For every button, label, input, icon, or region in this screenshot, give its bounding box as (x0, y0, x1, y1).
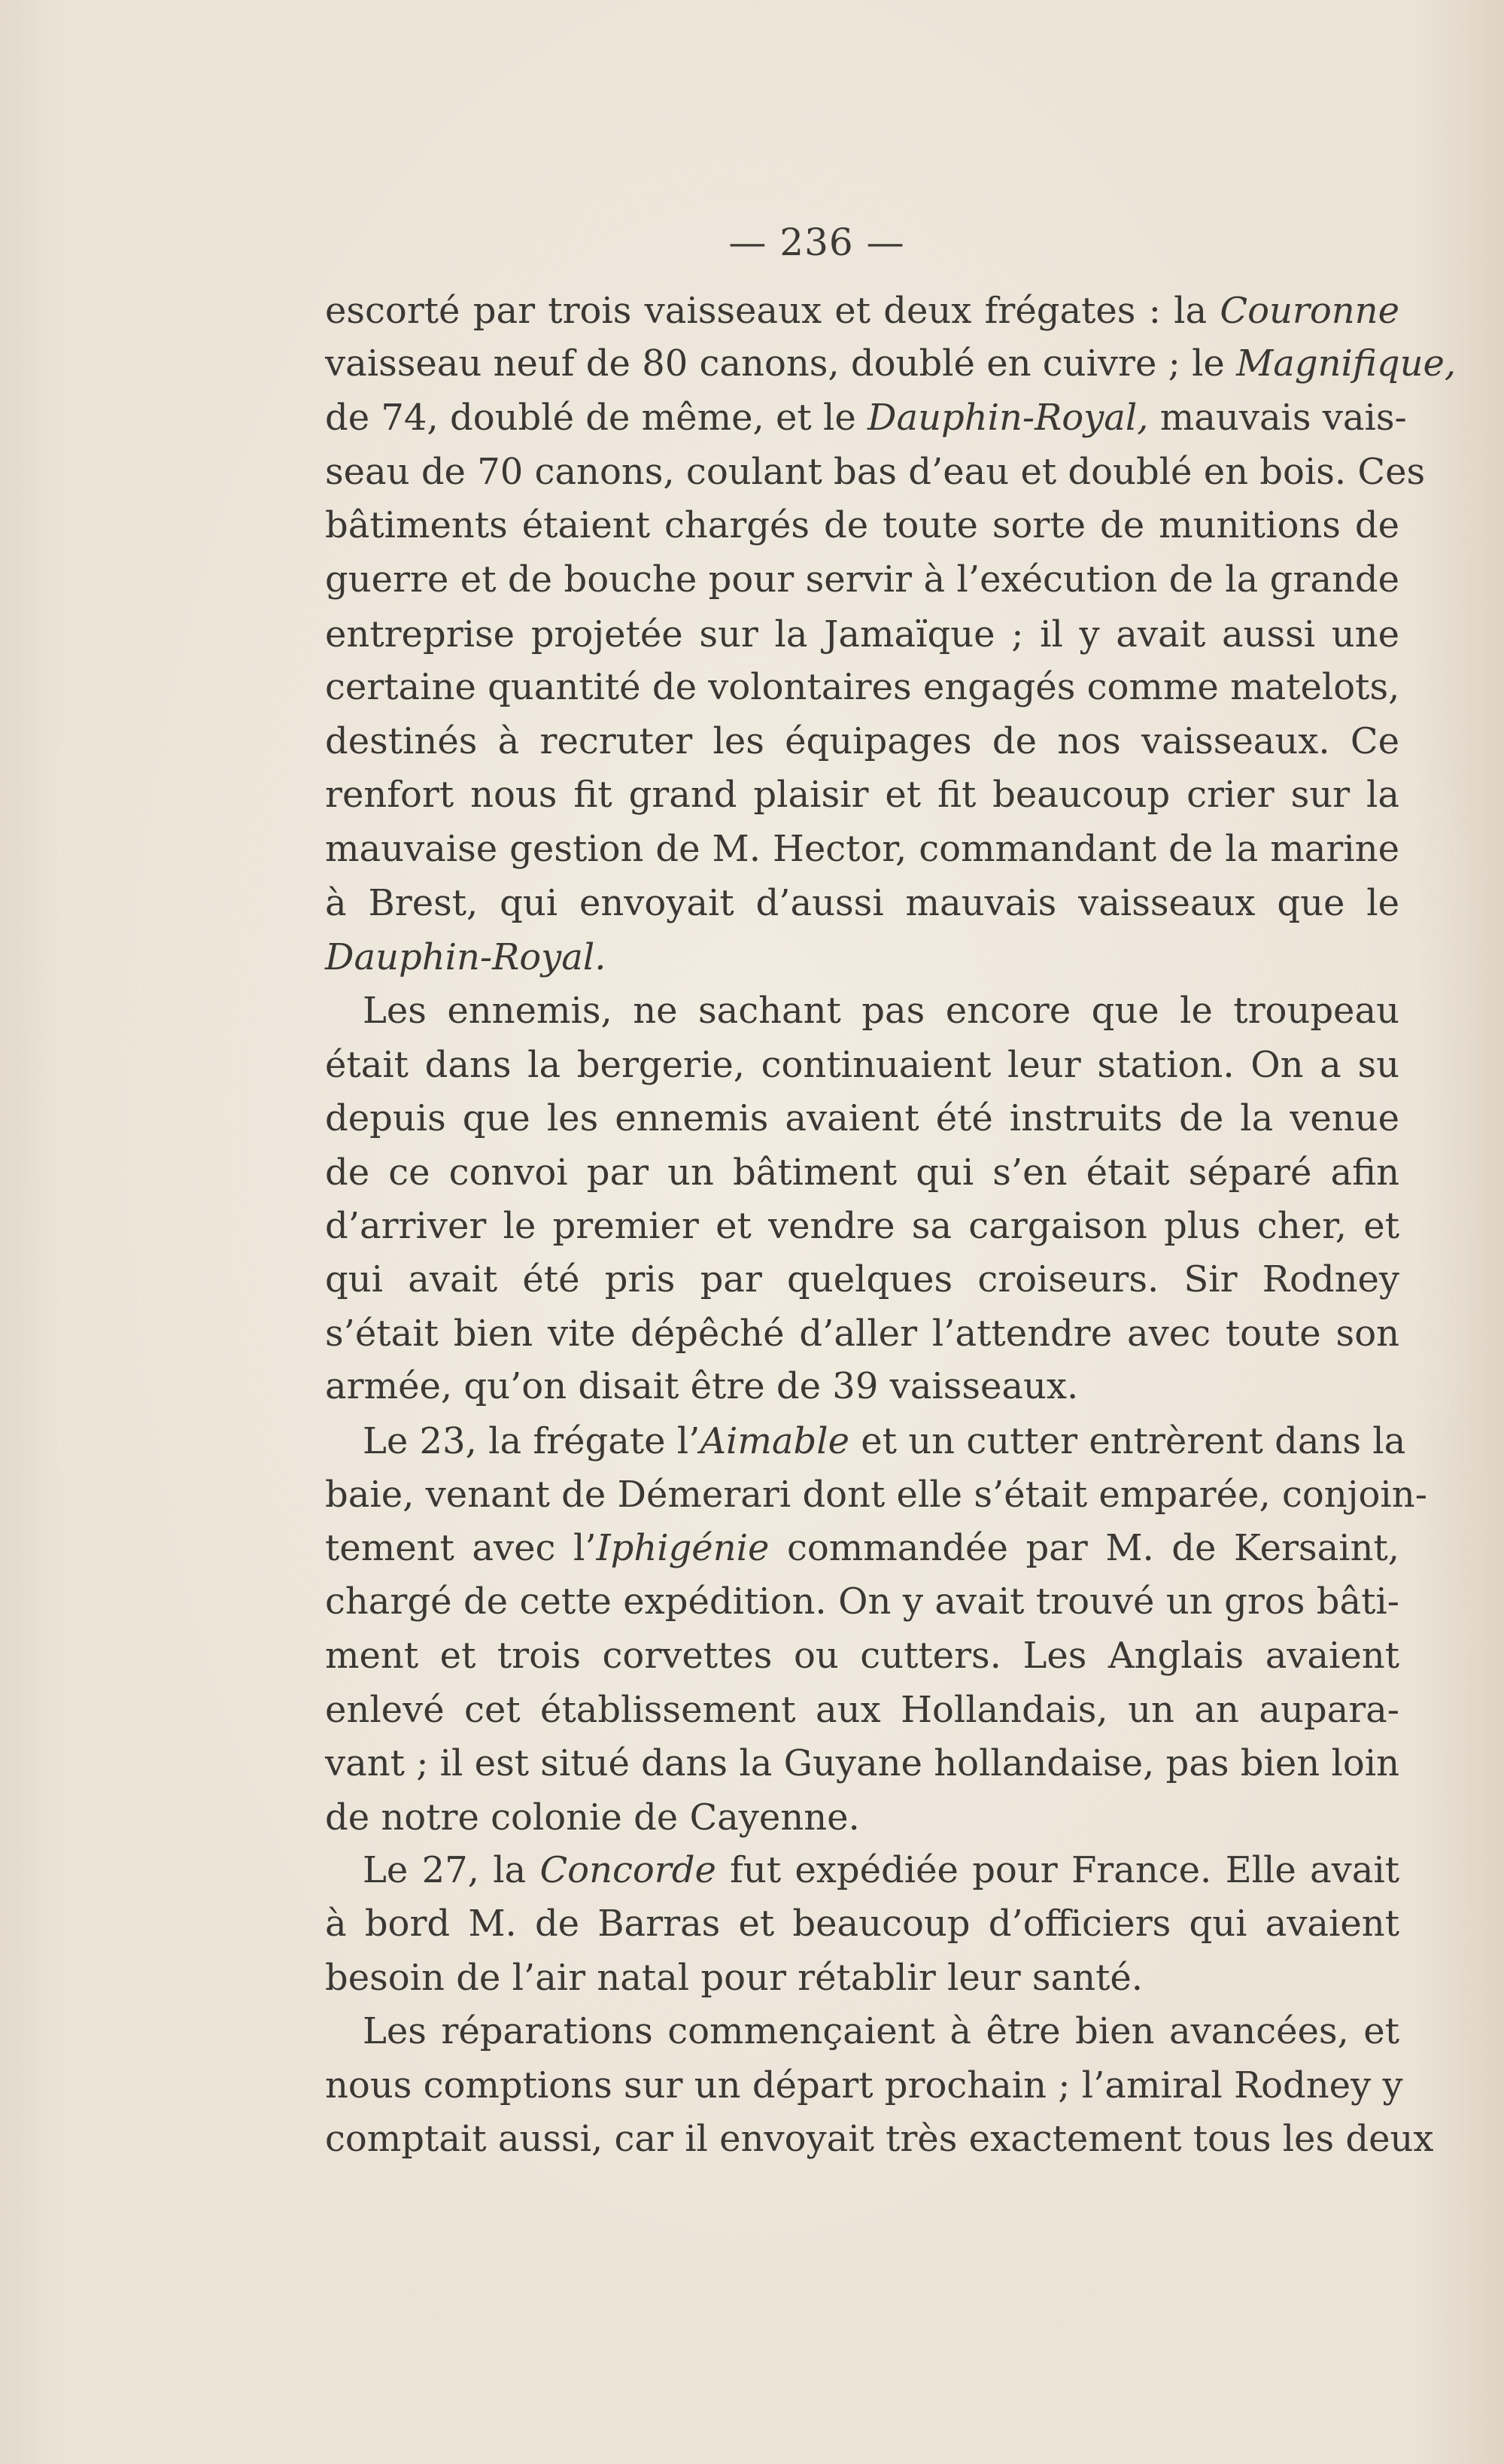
text-segment: tement avec l’ (325, 1527, 597, 1569)
text-segment: mauvais vais- (1148, 397, 1407, 439)
text-line (325, 1200, 1399, 1253)
italic-text: Couronne (1220, 290, 1399, 332)
text-segment: vant ; il est situé dans la Guyane hollandaise, pas bien loin (325, 1742, 1399, 1784)
text-segment: à Brest, qui envoyait d’aussi mauvais vaisseaux que le (325, 882, 1399, 924)
text-segment: seau de 70 canons, coulant bas d’eau et doublé en bois. Ces (325, 451, 1426, 493)
text-segment: à bord M. de Barras et beaucoup d’officiers qui avaient (325, 1903, 1399, 1945)
text-segment: commandée par M. de Kersaint, (769, 1527, 1400, 1569)
text-line (325, 768, 1399, 822)
text-line (325, 1415, 1406, 1468)
text-segment: bâtiments étaient chargés de toute sorte de munitions de (325, 504, 1399, 546)
text-line (325, 1575, 1399, 1629)
italic-text: Aimable (700, 1420, 850, 1462)
text-segment: qui avait été pris par quelques croiseurs. Sir Rodney (325, 1258, 1399, 1300)
text-line (325, 1039, 1399, 1092)
text-segment: escorté par trois vaisseaux et deux frégates : la (325, 290, 1220, 332)
text-segment: entreprise projetée sur la Jamaïque ; il y avait aussi une (325, 613, 1399, 656)
text-line (325, 499, 1399, 552)
text-segment: Les ennemis, ne sachant pas encore que le troupeau (363, 990, 1399, 1032)
text-line (325, 608, 1399, 662)
text-segment: nous comptions sur un départ prochain ; l’amiral Rodney y (325, 2064, 1403, 2107)
page-number: — 236 — (728, 221, 905, 264)
text-segment: mauvaise gestion de M. Hector, commandant de la marine (325, 828, 1399, 870)
text-line (325, 553, 1399, 607)
text-line (325, 2113, 1434, 2166)
italic-text: Magnifique, (1236, 342, 1457, 385)
text-line (325, 1092, 1399, 1145)
text-line (325, 1522, 1399, 1575)
text-segment: comptait aussi, car il envoyait très exactement tous les deux (325, 2118, 1434, 2160)
text-line (325, 1253, 1399, 1307)
text-line (325, 391, 1407, 445)
italic-text: Concorde (539, 1849, 716, 1891)
text-line (325, 446, 1426, 499)
text-line (325, 661, 1399, 714)
text-line (325, 1737, 1399, 1790)
text-line (325, 1791, 1399, 1845)
text-segment: certaine quantité de volontaires engagés comme matelots, (325, 666, 1400, 708)
text-line (325, 1146, 1399, 1200)
text-segment: destinés à recruter les équipages de nos vaisseaux. Ce (325, 720, 1399, 762)
text-line (325, 2005, 1399, 2058)
italic-text: Iphigénie (596, 1527, 770, 1569)
text-segment: depuis que les ennemis avaient été instruits de la venue (325, 1097, 1399, 1139)
text-segment: vaisseau neuf de 80 canons, doublé en cuivre ; le (325, 342, 1237, 385)
text-segment: s’était bien vite dépêché d’aller l’attendre avec toute son (325, 1313, 1399, 1355)
italic-text: Dauphin-Royal. (325, 936, 606, 978)
text-segment: fut expédiée pour France. Elle avait (716, 1849, 1400, 1891)
text-line (325, 984, 1399, 1038)
text-line (325, 1951, 1399, 2005)
text-segment: ment et trois corvettes ou cutters. Les Anglais avaient (325, 1635, 1399, 1677)
text-segment: armée, qu’on disait être de 39 vaisseaux. (325, 1365, 1079, 1407)
text-segment: baie, venant de Démerari dont elle s’était emparée, conjoin- (325, 1474, 1427, 1516)
text-segment: enlevé cet établissement aux Hollandais, un an aupara- (325, 1689, 1399, 1731)
text-line (325, 1468, 1427, 1522)
text-segment: Le 23, la frégate l’ (363, 1420, 700, 1462)
text-segment: besoin de l’air natal pour rétablir leur santé. (325, 1957, 1144, 1999)
text-line (325, 2059, 1403, 2113)
text-segment: renfort nous fit grand plaisir et fit beaucoup crier sur la (325, 774, 1399, 816)
text-line (325, 877, 1399, 930)
text-segment: Les réparations commençaient à être bien avancées, et (363, 2010, 1399, 2052)
text-segment: d’arriver le premier et vendre sa cargaison plus cher, et (325, 1205, 1399, 1247)
text-line (325, 823, 1399, 876)
text-line (325, 931, 1399, 984)
text-segment: était dans la bergerie, continuaient leur station. On a su (325, 1044, 1399, 1086)
text-segment: guerre et de bouche pour servir à l’exécution de la grande (325, 558, 1399, 601)
text-line (325, 1307, 1399, 1361)
text-line (325, 715, 1399, 768)
text-segment: et un cutter entrèrent dans la (849, 1420, 1406, 1462)
text-line (325, 1684, 1399, 1737)
text-line (325, 1360, 1399, 1413)
text-line (325, 284, 1399, 338)
text-line (325, 1629, 1399, 1683)
text-line (325, 1897, 1399, 1951)
text-line (325, 337, 1457, 391)
text-segment: de notre colonie de Cayenne. (325, 1796, 860, 1839)
text-line (325, 1844, 1399, 1897)
text-segment: de ce convoi par un bâtiment qui s’en était séparé afin (325, 1151, 1399, 1194)
text-segment: de 74, doublé de même, et le (325, 397, 867, 439)
text-segment: Le 27, la (363, 1849, 540, 1891)
italic-text: Dauphin-Royal, (867, 397, 1149, 439)
text-segment: chargé de cette expédition. On y avait trouvé un gros bâti- (325, 1580, 1399, 1623)
